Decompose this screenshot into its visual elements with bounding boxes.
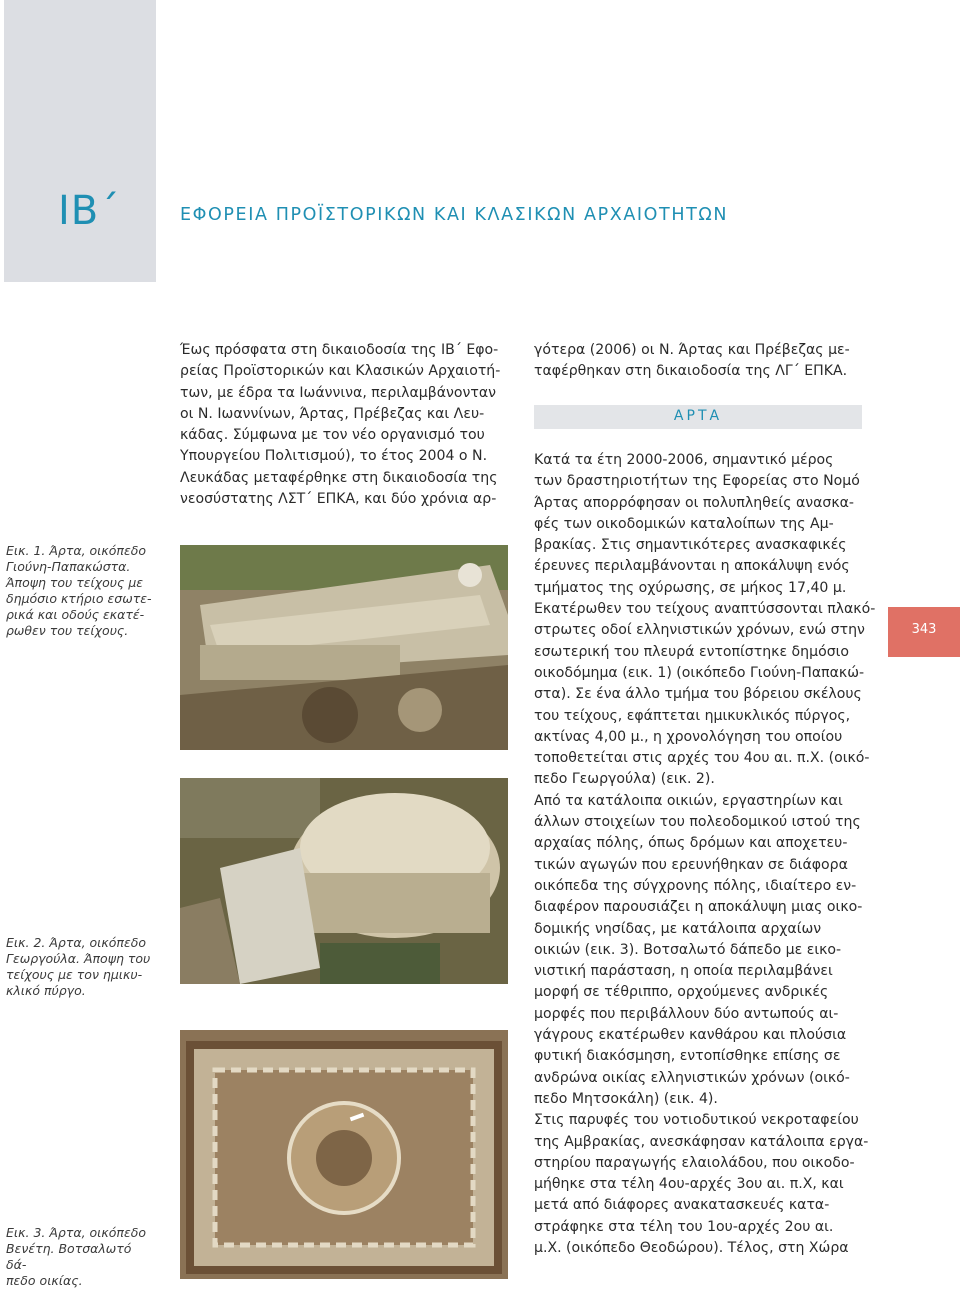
- caption-figure-1: [6, 543, 154, 639]
- text-line: Στις παρυφές του νοτιοδυτικού νεκροταφείου: [534, 1112, 859, 1129]
- page-number-tab: [888, 607, 960, 657]
- text-line: του τείχους, εφάπτεται ημικυκλικός πύργος,: [534, 707, 851, 724]
- text-line: οι Ν. Ιωαννίνων, Άρτας, Πρέβεζας και Λευ-: [180, 405, 485, 422]
- caption-line: ρωθεν του τείχους.: [6, 623, 129, 638]
- text-line: πεδο Γεωργούλα) (εικ. 2).: [534, 771, 715, 788]
- text-line: πεδο Μητσοκάλη) (εικ. 4).: [534, 1090, 718, 1107]
- text-line: οικόπεδα της σύγχρονης πόλης, ιδιαίτερο εν-: [534, 877, 857, 894]
- text-line: Εκατέρωθεν του τείχους αναπτύσσονται πλακό-: [534, 601, 876, 618]
- page-number: 343: [911, 622, 937, 637]
- text-line: αρχαίας πόλης, όπως δρόμων και αποχετευ-: [534, 835, 848, 852]
- text-line: γάγρους εκατέρωθεν κανθάρου και πλούσια: [534, 1027, 847, 1044]
- text-line: της Αμβρακίας, ανεσκάφησαν κατάλοιπα εργα-: [534, 1133, 869, 1150]
- text-line: έρευνες περιλαμβάνονται η αποκάλυψη ενός: [534, 558, 850, 575]
- text-line: μ.Χ. (οικόπεδο Θεοδώρου). Τέλος, στη Χώρα: [534, 1239, 849, 1256]
- text-line: στηρίου παραγωγής ελαιολάδου, που οικοδο-: [534, 1154, 855, 1171]
- text-line: των, με έδρα τα Ιωάννινα, περιλαμβάνονταν: [180, 384, 497, 401]
- text-line: μορφή σε τέθριππο, ορχούμενες ανδρικές: [534, 984, 829, 1001]
- figure-1-photo: [180, 545, 508, 750]
- text-line: ακτίνας 4,00 μ., η χρονολόγηση του οποίου: [534, 728, 843, 745]
- text-line: τικών αγωγών που ερευνήθηκαν σε διάφορα: [534, 856, 848, 873]
- text-line: Υπουργείου Πολιτισμού), το έτος 2004 ο Ν.: [180, 448, 488, 465]
- text-line: φυτική διακόσμηση, εντοπίσθηκε επίσης σε: [534, 1048, 841, 1065]
- caption-line: κλικό πύργο.: [6, 983, 86, 998]
- caption-figure-3: [6, 1225, 154, 1289]
- caption-line: Γεωργούλα. Άποψη του: [6, 951, 151, 966]
- caption-line: Βενέτη. Βοτσαλωτό δά-: [6, 1241, 132, 1272]
- text-line: ρείας Προϊστορικών και Κλασικών Αρχαιοτή-: [180, 363, 501, 380]
- text-line: μήθηκε στα τέλη 4ου-αρχές 3ου αι. π.Χ, και: [534, 1176, 844, 1193]
- caption-line: δημόσιο κτήριο εσωτε-: [6, 591, 152, 606]
- text-line: Κατά τα έτη 2000-2006, σημαντικό μέρος: [534, 452, 834, 468]
- text-line: νιστική παράσταση, η οποία περιλαμβάνει: [534, 963, 833, 980]
- text-line: μορφές που περιβάλλουν δύο αντωπούς αι-: [534, 1005, 839, 1022]
- text-line: τοποθετείται στις αρχές του 4ου αι. π.Χ. (οικό-: [534, 750, 870, 767]
- text-line: φές των οικοδομικών καταλοίπων της Αμ-: [534, 515, 834, 532]
- right-text-column-body: [534, 450, 876, 1259]
- caption-line: Γιούνη-Παπακώστα.: [6, 559, 131, 574]
- section-heading-bar: [534, 405, 862, 429]
- text-line: ανδρώνα οικίας ελληνιστικών χρόνων (οικό-: [534, 1069, 850, 1086]
- caption-line: Εικ. 3. Άρτα, οικόπεδο: [6, 1225, 147, 1240]
- text-line: στράφηκε στα τέλη του 1ου-αρχές 2ου αι.: [534, 1218, 834, 1235]
- text-line: εσωτερική του πλευρά εντοπίστηκε δημόσιο: [534, 643, 850, 660]
- text-line: στα). Σε ένα άλλο τμήμα του βόρειου σκέλους: [534, 686, 862, 703]
- text-line: Λευκάδας μεταφέρθηκε στη δικαιοδοσία της: [180, 469, 498, 486]
- ephorate-number: ΙΒ΄: [58, 188, 121, 234]
- text-line: δομικής νησίδας, με κατάλοιπα αρχαίων: [534, 920, 822, 937]
- caption-line: Άποψη του τείχους με: [6, 575, 144, 590]
- text-line: Από τα κατάλοιπα οικιών, εργαστηρίων και: [534, 792, 843, 809]
- caption-line: πεδο οικίας.: [6, 1273, 83, 1288]
- text-line: νεοσύστατης ΛΣΤ΄ ΕΠΚΑ, και δύο χρόνια αρ-: [180, 491, 497, 508]
- caption-line: Εικ. 2. Άρτα, οικόπεδο: [6, 935, 147, 950]
- caption-line: Εικ. 1. Άρτα, οικόπεδο: [6, 543, 147, 558]
- chapter-grey-block: [4, 0, 156, 282]
- text-line: γότερα (2006) οι Ν. Άρτας και Πρέβεζας με-: [534, 342, 850, 358]
- text-line: ταφέρθηκαν στη δικαιοδοσία της ΛΓ΄ ΕΠΚΑ.: [534, 363, 848, 380]
- text-line: των δραστηριοτήτων της Εφορείας στο Νομό: [534, 473, 860, 490]
- text-line: Έως πρόσφατα στη δικαιοδοσία της ΙΒ΄ Εφο-: [180, 342, 499, 358]
- right-text-column-intro: [534, 340, 862, 383]
- text-line: βρακίας. Στις σημαντικότερες ανασκαφικές: [534, 537, 847, 554]
- text-line: οικιών (εικ. 3). Βοτσαλωτό δάπεδο με εικο-: [534, 941, 842, 958]
- figure-2-photo: [180, 778, 508, 984]
- left-text-column: [180, 340, 508, 510]
- caption-line: ρικά και οδούς εκατέ-: [6, 607, 145, 622]
- section-heading: ΑΡΤΑ: [673, 408, 723, 424]
- text-line: διαφέρον παρουσιάζει η αποκάλυψη μιας οικο-: [534, 899, 863, 916]
- text-line: τμήματος της οχύρωσης, σε μήκος 17,40 μ.: [534, 579, 847, 596]
- text-line: άλλων στοιχείων του πολεοδομικού ιστού της: [534, 814, 861, 831]
- text-line: στρωτες οδοί ελληνιστικών χρόνων, ενώ στην: [534, 622, 865, 639]
- text-line: μετά από διάφορες ανακατασκευές κατα-: [534, 1197, 830, 1214]
- caption-figure-2: [6, 935, 154, 999]
- text-line: Άρτας απορρόφησαν οι πολυπληθείς ανασκα-: [534, 494, 855, 511]
- ephorate-title: ΕΦΟΡΕΙΑ ΠΡΟΪΣΤΟΡΙΚΩΝ ΚΑΙ ΚΛΑΣΙΚΩΝ ΑΡΧΑΙΟΤΗΤΩΝ: [180, 205, 729, 225]
- caption-line: τείχους με τον ημικυ-: [6, 967, 143, 982]
- text-line: οικοδόμημα (εικ. 1) (οικόπεδο Γιούνη-Παπακώ-: [534, 664, 865, 681]
- text-line: κάδας. Σύμφωνα με τον νέο οργανισμό του: [180, 427, 485, 444]
- figure-3-photo: [180, 1030, 508, 1279]
